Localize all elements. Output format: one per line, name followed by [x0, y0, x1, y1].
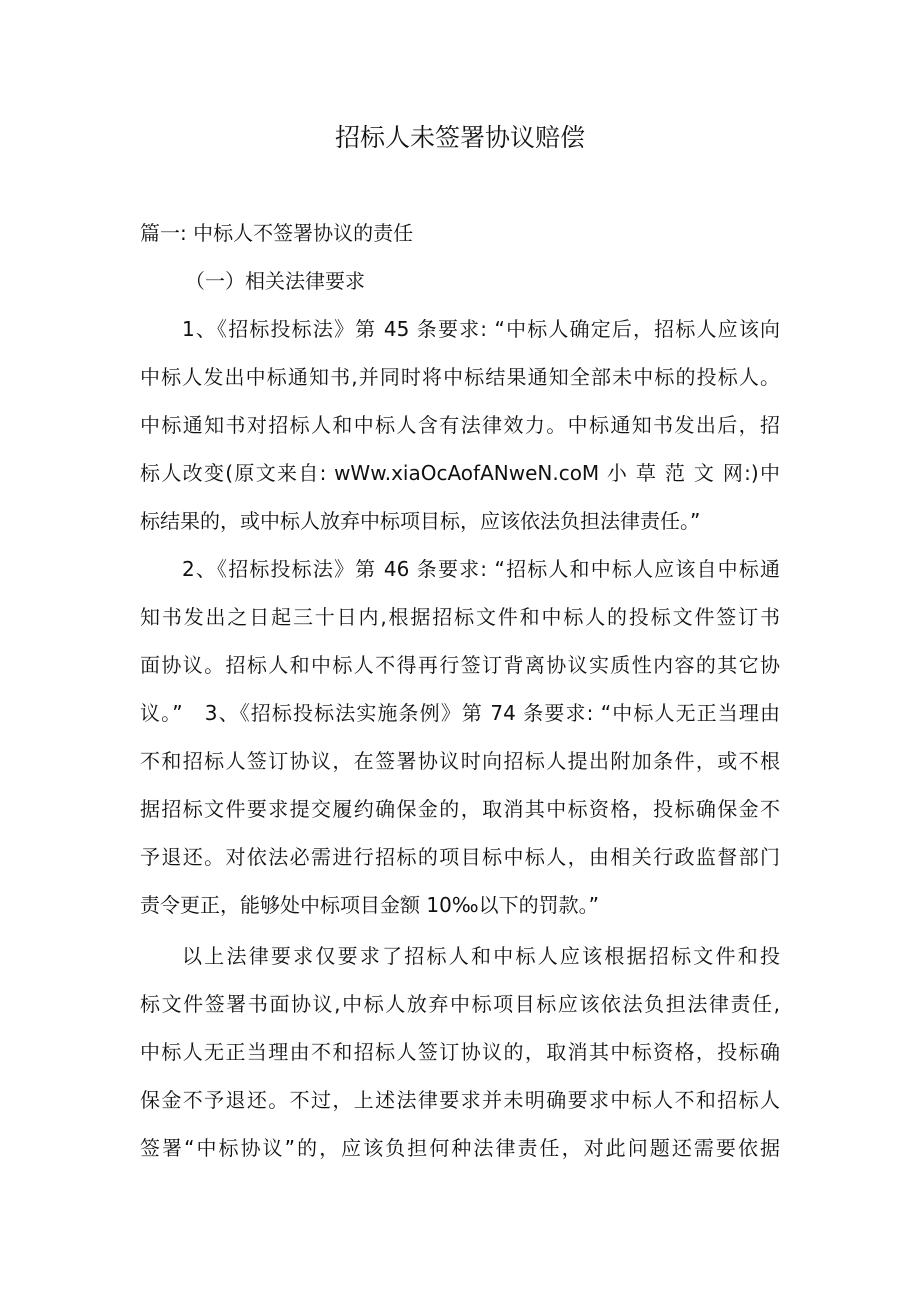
page-title: 招标人未签署协议赔偿 [334, 123, 585, 152]
paragraph-line: 签署“中标协议”的，应该负担何种法律责任，对此问题还需要依据 [140, 1136, 780, 1160]
paragraph-line: 据招标文件要求提交履约确保金的，取消其中标资格，投标确保金不 [140, 797, 780, 821]
paragraph-line: 中标通知书对招标人和中标人含有法律效力。中标通知书发出后，招 [140, 413, 780, 437]
paragraph-line: 议。” 3、《招标投标法实施条例》第 74 条要求: “中标人无正当理由 [140, 701, 780, 725]
paragraph-line: 知书发出之日起三十日内,根据招标文件和中标人的投标文件签订书 [140, 605, 780, 629]
paragraph-line: 1、《招标投标法》第 45 条要求: “中标人确定后，招标人应该向 [182, 317, 780, 341]
paragraph-line: 2、《招标投标法》第 46 条要求: “招标人和中标人应该自中标通 [182, 557, 780, 581]
section-heading: 篇一: 中标人不签署协议的责任 [140, 221, 414, 245]
paragraph-line: 中标人发出中标通知书,并同时将中标结果通知全部未中标的投标人。 [140, 365, 780, 389]
subsection-heading: （一）相关法律要求 [185, 269, 365, 293]
paragraph-line: 标结果的，或中标人放弃中标项目标，应该依法负担法律责任。” [140, 509, 701, 533]
paragraph-line: 以上法律要求仅要求了招标人和中标人应该根据招标文件和投 [182, 944, 780, 968]
paragraph-line: 予退还。对依法必需进行招标的项目标中标人，由相关行政监督部门 [140, 845, 780, 869]
paragraph-line: 中标人无正当理由不和招标人签订协议的，取消其中标资格，投标确 [140, 1040, 780, 1064]
paragraph-line: 责令更正，能够处中标项目金额 10‰以下的罚款。” [140, 893, 600, 917]
paragraph-line: 面协议。招标人和中标人不得再行签订背离协议实质性内容的其它协 [140, 653, 780, 677]
paragraph-line: 不和招标人签订协议，在签署协议时向招标人提出附加条件，或不根 [140, 749, 780, 773]
paragraph-line: 标人改变(原文来自: wWw.xiaOcAofANweN.coM 小 草 范 文 网:)中 [140, 461, 780, 485]
paragraph-line: 标文件签署书面协议,中标人放弃中标项目标应该依法负担法律责任, [140, 992, 780, 1016]
paragraph-line: 保金不予退还。不过，上述法律要求并未明确要求中标人不和招标人 [140, 1088, 780, 1112]
